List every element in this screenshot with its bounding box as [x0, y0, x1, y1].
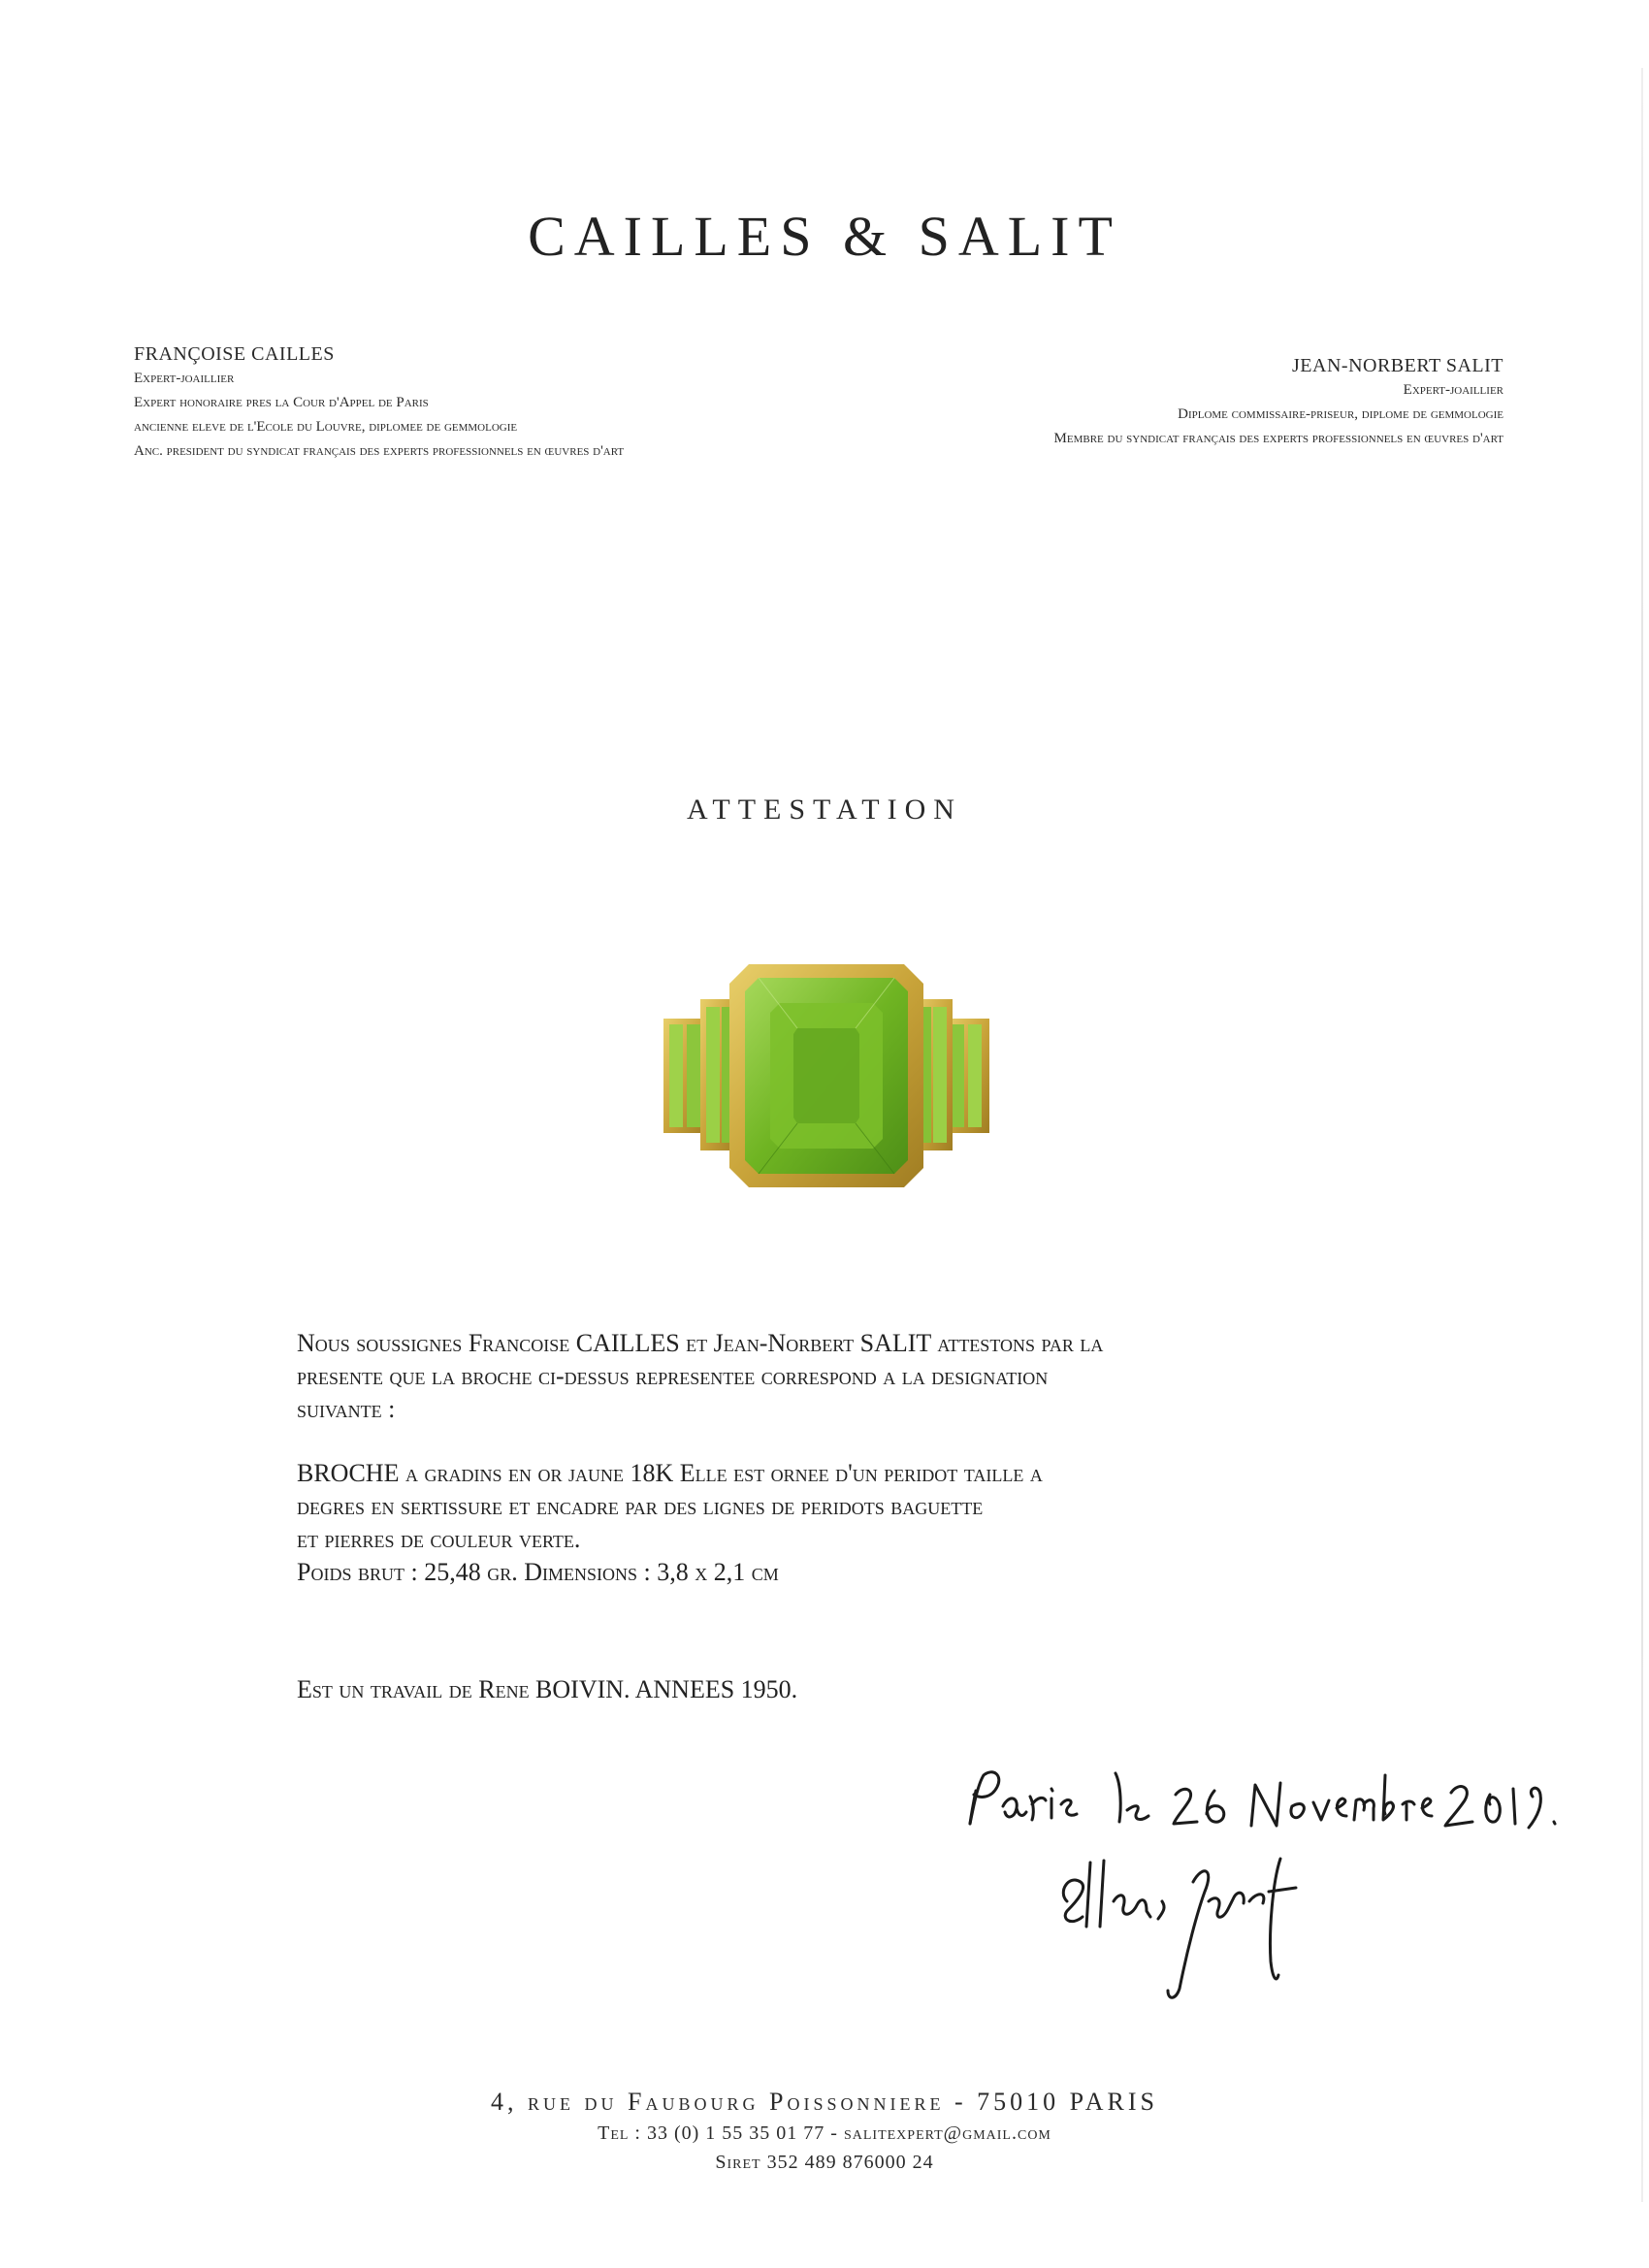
expert-right-line: Diplome commissaire-priseur, diplome de gemmologie: [1178, 406, 1504, 422]
expert-left-line: Anc. president du syndicat français des experts professionnels en œuvres d'art: [134, 443, 625, 459]
expert-right-line: Expert-joaillier: [1403, 382, 1504, 398]
attestation-paragraph-3: Est un travail de Rene BOIVIN. ANNEES 1950.: [297, 1675, 798, 1703]
handwritten-signature: [960, 1746, 1581, 2027]
brooch-photo: [652, 960, 1001, 1193]
text-line: BROCHE a gradins en or jaune 18K Elle est ornee d'un peridot taille a: [297, 1459, 1043, 1487]
footer-siret: Siret 352 489 876000 24: [715, 2152, 934, 2173]
expert-left-name: FRANÇOISE CAILLES: [134, 343, 335, 365]
footer-address: 4, rue du Faubourg Poissonniere - 75010 PARIS: [491, 2088, 1158, 2116]
expert-right-line: Membre du syndicat français des experts professionnels en œuvres d'art: [1053, 431, 1504, 446]
text-line: presente que la broche ci-dessus representee correspond a la designation: [297, 1362, 1049, 1390]
expert-right-name: JEAN-NORBERT SALIT: [1292, 355, 1504, 376]
text-line: et pierres de couleur verte.: [297, 1525, 581, 1553]
letterhead-footer: [0, 2086, 1649, 2177]
text-line: Poids brut : 25,48 gr. Dimensions : 3,8 x 2,1 cm: [297, 1558, 779, 1586]
expert-left-line: ancienne eleve de l'Ecole du Louvre, diplomee de gemmologie: [134, 419, 518, 435]
text-line: Nous soussignes Francoise CAILLES et Jean-Norbert SALIT attestons par la: [297, 1329, 1104, 1357]
expert-left-line: Expert honoraire pres la Cour d'Appel de Paris: [134, 395, 429, 410]
document-title: ATTESTATION: [687, 794, 962, 826]
letterhead-title: CAILLES & SALIT: [528, 205, 1121, 268]
attestation-paragraph-2: [297, 1457, 1393, 1589]
scan-page-edge: [1641, 68, 1643, 2202]
text-line: suivante :: [297, 1395, 396, 1423]
expert-left-block: [134, 342, 624, 464]
text-line: degres en sertissure et encadre par des lignes de peridots baguette: [297, 1492, 984, 1520]
attestation-paragraph-1: [297, 1327, 1393, 1426]
expert-left-line: Expert-joaillier: [134, 371, 235, 386]
footer-contact: Tel : 33 (0) 1 55 35 01 77 - salitexpert@gmail.com: [598, 2122, 1051, 2144]
expert-right-block: [1054, 354, 1504, 451]
